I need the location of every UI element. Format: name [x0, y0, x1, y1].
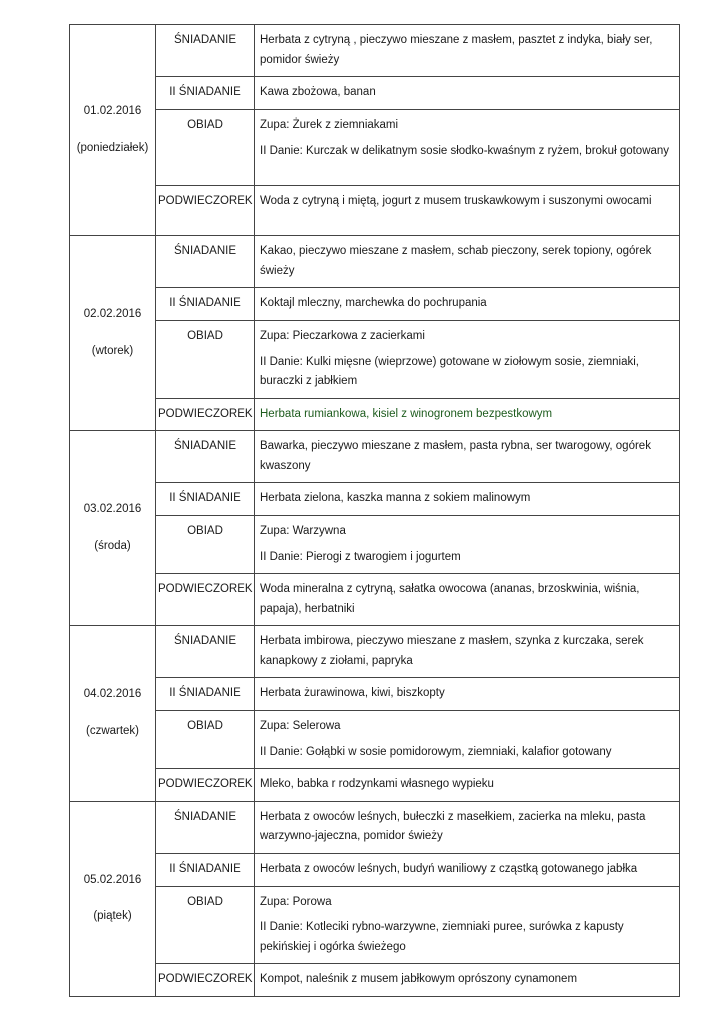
meal-description: Kakao, pieczywo mieszane z masłem, schab pieczony, serek topiony, ogórek świeży [255, 236, 680, 288]
lunch-main-course: II Danie: Kurczak w delikatnym sosie słodko-kwaśnym z ryżem, brokuł gotowany [260, 144, 670, 157]
menu-row-breakfast [70, 626, 680, 678]
meal-label: PODWIECZOREK [156, 769, 255, 802]
menu-row-snack [70, 398, 680, 431]
meal-description: Bawarka, pieczywo mieszane z masłem, pasta rybna, ser twarogowy, ogórek kwaszony [255, 431, 680, 483]
meal-label: OBIAD [156, 321, 255, 399]
meal-label: II ŚNIADANIE [156, 483, 255, 516]
day-cell [70, 25, 156, 236]
meal-label: OBIAD [156, 886, 255, 964]
lunch-main-course: II Danie: Kulki mięsne (wieprzowe) gotowane w ziołowym sosie, ziemniaki, buraczki z jabłkiem [260, 355, 640, 387]
meal-label: II ŚNIADANIE [156, 288, 255, 321]
menu-row-lunch [70, 886, 680, 964]
meal-label: OBIAD [156, 516, 255, 574]
meal-description: Kompot, naleśnik z musem jabłkowym oprószony cynamonem [255, 964, 680, 997]
day-weekday: (wtorek) [91, 344, 134, 357]
day-weekday: (poniedziałek) [76, 141, 149, 154]
meal-label: PODWIECZOREK [156, 574, 255, 626]
lunch-main-course: II Danie: Kotleciki rybno-warzywne, ziemniaki puree, surówka z kapusty pekińskiej i ogórka świeżego [260, 921, 624, 953]
meal-description: Herbata imbirowa, pieczywo mieszane z masłem, szynka z kurczaka, serek kanapkowy z ziołami, papryka [255, 626, 680, 678]
weekly-menu-table [69, 24, 680, 997]
meal-label: II ŚNIADANIE [156, 77, 255, 110]
menu-row-breakfast [70, 801, 680, 853]
menu-row-breakfast [70, 236, 680, 288]
lunch-main-course: II Danie: Gołąbki w sosie pomidorowym, ziemniaki, kalafior gotowany [260, 745, 612, 758]
day-cell [70, 431, 156, 626]
lunch-soup: Zupa: Porowa [260, 895, 332, 908]
meal-description: Herbata z owoców leśnych, budyń waniliowy z cząstką gotowanego jabłka [255, 853, 680, 886]
day-date: 03.02.2016 [83, 503, 142, 515]
menu-row-breakfast [70, 25, 680, 77]
meal-label: ŚNIADANIE [156, 801, 255, 853]
meal-label: PODWIECZOREK [156, 964, 255, 997]
meal-description: Herbata z owoców leśnych, bułeczki z masełkiem, zacierka na mleku, pasta warzywno-jajeczna, pomidor świeży [255, 801, 680, 853]
meal-description: Herbata rumiankowa, kisiel z winogronem bezpestkowym [255, 398, 680, 431]
meal-description: Herbata z cytryną , pieczywo mieszane z masłem, pasztet z indyka, biały ser, pomidor świeży [255, 25, 680, 77]
menu-row-lunch [70, 321, 680, 399]
day-cell [70, 801, 156, 996]
menu-row-snack [70, 769, 680, 802]
meal-description: Herbata żurawinowa, kiwi, biszkopty [255, 678, 680, 711]
meal-description: Herbata zielona, kaszka manna z sokiem malinowym [255, 483, 680, 516]
meal-description [255, 886, 680, 964]
day-weekday: (piątek) [93, 910, 132, 922]
lunch-soup: Zupa: Żurek z ziemniakami [260, 119, 399, 131]
lunch-soup: Zupa: Warzywna [260, 525, 346, 537]
menu-row-second-breakfast [70, 483, 680, 516]
meal-description: Woda z cytryną i miętą, jogurt z musem truskawkowym i suszonymi owocami [255, 186, 680, 236]
lunch-main-course: II Danie: Pierogi z twarogiem i jogurtem [260, 550, 461, 563]
menu-row-second-breakfast [70, 678, 680, 711]
meal-description: Woda mineralna z cytryną, sałatka owocowa (ananas, brzoskwinia, wiśnia, papaja), herbatniki [255, 574, 680, 626]
lunch-soup: Zupa: Selerowa [260, 720, 341, 732]
day-cell [70, 626, 156, 802]
menu-row-snack [70, 964, 680, 997]
meal-label: PODWIECZOREK [156, 186, 255, 236]
day-date: 05.02.2016 [83, 873, 142, 886]
day-weekday: (środa) [94, 539, 131, 552]
day-cell [70, 236, 156, 431]
meal-label: PODWIECZOREK [156, 398, 255, 431]
meal-label: ŚNIADANIE [156, 236, 255, 288]
menu-row-lunch [70, 711, 680, 769]
lunch-soup: Zupa: Pieczarkowa z zacierkami [260, 330, 425, 342]
meal-description: Kawa zbożowa, banan [255, 77, 680, 110]
meal-label: ŚNIADANIE [156, 431, 255, 483]
day-weekday: (czwartek) [85, 724, 140, 737]
menu-row-second-breakfast [70, 853, 680, 886]
meal-label: II ŚNIADANIE [156, 678, 255, 711]
meal-label: ŚNIADANIE [156, 626, 255, 678]
menu-row-lunch [70, 516, 680, 574]
meal-description [255, 711, 680, 769]
meal-description [255, 110, 680, 186]
menu-row-breakfast [70, 431, 680, 483]
day-date: 01.02.2016 [83, 105, 142, 117]
meal-description [255, 516, 680, 574]
meal-description [255, 321, 680, 399]
menu-row-lunch [70, 110, 680, 186]
day-date: 02.02.2016 [83, 308, 142, 320]
meal-label: II ŚNIADANIE [156, 853, 255, 886]
menu-row-second-breakfast [70, 288, 680, 321]
menu-row-second-breakfast [70, 77, 680, 110]
menu-row-snack [70, 574, 680, 626]
menu-row-snack [70, 186, 680, 236]
day-date: 04.02.2016 [83, 688, 142, 701]
meal-description: Koktajl mleczny, marchewka do pochrupania [255, 288, 680, 321]
meal-label: ŚNIADANIE [156, 25, 255, 77]
meal-description: Mleko, babka r rodzynkami własnego wypieku [255, 769, 680, 802]
meal-label: OBIAD [156, 110, 255, 186]
meal-label: OBIAD [156, 711, 255, 769]
